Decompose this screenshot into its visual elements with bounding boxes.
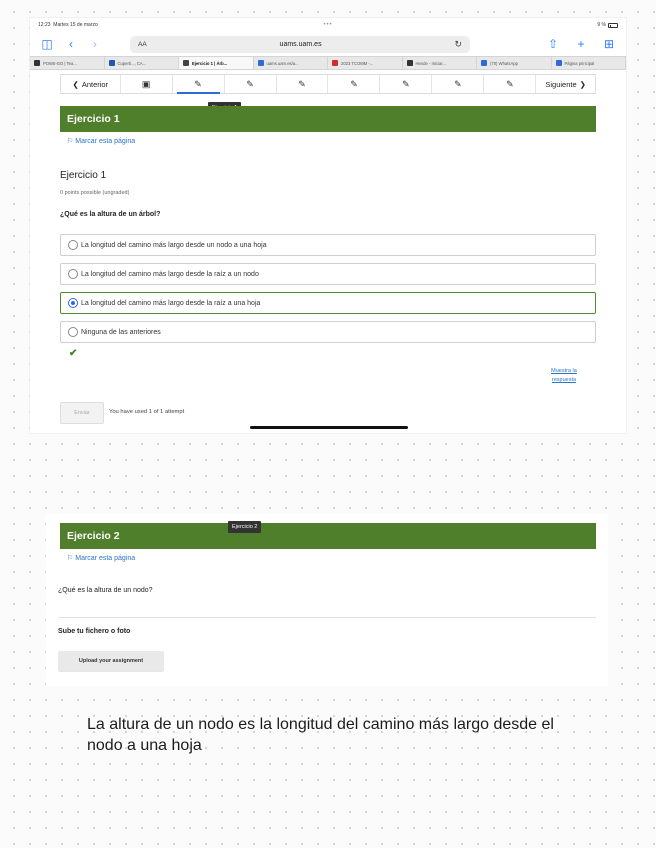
unit-tab-exercise-4[interactable] <box>328 75 380 93</box>
unit-tab-video[interactable] <box>121 75 173 93</box>
browser-tab-label: 2023 TCOMM -... <box>341 60 374 66</box>
chevron-right-icon: ❯ <box>579 79 586 89</box>
screenshot-exercise-2 <box>46 514 608 686</box>
bookmark-link[interactable] <box>67 554 135 562</box>
bookmark-label: Marcar esta página <box>75 138 136 145</box>
browser-tab-label: Ejercicio 1 | Árb... <box>192 60 228 66</box>
edit-icon: ✎ <box>298 78 306 89</box>
option-label: La longitud del camino más largo desde un nodo a una hoja <box>81 241 267 249</box>
answer-option[interactable] <box>60 234 596 256</box>
exercise-header: Ejercicio 1 <box>60 106 596 132</box>
answer-option[interactable] <box>60 263 596 285</box>
note-text: La altura de un nodo es la longitud del camino más largo desde el nodo a una hoja <box>87 716 554 754</box>
divider <box>58 617 596 618</box>
radio-button[interactable] <box>68 240 78 250</box>
chevron-left-icon: ❮ <box>72 79 79 89</box>
radio-button-checked[interactable] <box>68 298 78 308</box>
back-icon[interactable]: ‹ <box>69 37 73 51</box>
option-label: Ninguna de las anteriores <box>81 328 161 336</box>
answer-option[interactable] <box>60 321 596 343</box>
next-label: Siguiente <box>545 79 577 89</box>
answer-option-selected[interactable] <box>60 292 596 314</box>
option-label: La longitud del camino más largo desde la raíz a una hoja <box>81 299 261 307</box>
status-time: 12:23 <box>38 22 51 28</box>
bookmark-icon: ⚐ <box>67 555 74 562</box>
browser-tab-label: uams.uam.es/a... <box>266 60 299 66</box>
upload-label: Sube tu fichero o foto <box>58 628 131 635</box>
problem-title: Ejercicio 1 <box>60 170 107 181</box>
battery-icon <box>608 23 618 28</box>
url-text: uams.uam.es <box>279 40 322 48</box>
multitask-dots-icon[interactable]: ••• <box>323 22 333 28</box>
unit-tab-exercise-2[interactable] <box>225 75 277 93</box>
unit-tooltip: Ejercicio 2 <box>228 521 261 533</box>
tab-overview-icon[interactable]: ⊞ <box>603 37 615 51</box>
edit-icon: ✎ <box>246 78 254 89</box>
text-size-button[interactable]: AA <box>138 40 147 48</box>
sidebar-icon[interactable]: ◫ <box>41 37 53 51</box>
course-content <box>60 18 596 433</box>
browser-tab-label: (70) WhatsApp <box>490 60 518 66</box>
upload-assignment-button[interactable]: Upload your assignment <box>58 651 164 671</box>
edit-icon: ✎ <box>506 78 514 89</box>
unit-tab-exercise-5[interactable] <box>380 75 432 93</box>
edit-icon: ✎ <box>194 78 202 89</box>
bookmark-label: Marcar esta página <box>75 555 136 562</box>
edit-icon: ✎ <box>402 78 410 89</box>
forward-icon[interactable]: › <box>93 37 97 51</box>
correct-check-icon: ✔ <box>69 348 78 359</box>
favicon-icon <box>34 60 40 66</box>
unit-tab-exercise-3[interactable] <box>277 75 329 93</box>
unit-tab-exercise-1[interactable] <box>173 75 225 93</box>
question-text: ¿Qué es la altura de un árbol? <box>60 211 161 218</box>
video-unit-icon: ▣ <box>141 78 151 89</box>
show-answer-link[interactable]: Muestra la respuesta <box>551 368 577 383</box>
edit-icon: ✎ <box>454 78 462 89</box>
browser-tab-label: POW5-GO | Tea... <box>43 60 77 66</box>
reload-icon[interactable]: ↻ <box>454 38 462 49</box>
submit-button[interactable]: Enviar <box>60 402 104 424</box>
new-tab-icon[interactable]: + <box>577 37 585 51</box>
sequence-nav <box>60 74 596 94</box>
unit-tab-exercise-7[interactable] <box>484 75 536 93</box>
status-date: Martes 15 de marzo <box>53 22 98 28</box>
option-label: La longitud del camino más largo desde la raíz a un nodo <box>81 270 259 278</box>
exercise-header: Ejercicio 2 <box>60 523 596 549</box>
points-label: 0 points possible (ungraded) <box>60 190 130 196</box>
prev-label: Anterior <box>81 79 109 89</box>
edit-icon: ✎ <box>350 78 358 89</box>
unit-tab-exercise-6[interactable] <box>432 75 484 93</box>
home-indicator <box>250 426 408 429</box>
bookmark-icon: ⚐ <box>67 138 74 145</box>
screenshot-exercise-1 <box>30 18 626 433</box>
next-button[interactable] <box>536 75 595 93</box>
radio-button[interactable] <box>68 269 78 279</box>
radio-button[interactable] <box>68 327 78 337</box>
question-text: ¿Qué es la altura de un nodo? <box>58 587 153 594</box>
share-icon[interactable]: ⇧ <box>547 37 559 51</box>
browser-tab-label: Hende - Iniciar... <box>415 60 446 66</box>
attempts-text: You have used 1 of 1 attempt <box>109 409 185 415</box>
browser-tab-label: Cuperti..., CA... <box>117 60 147 66</box>
prev-button[interactable] <box>61 75 121 93</box>
battery-percent: 9 % <box>597 22 606 28</box>
bookmark-link[interactable] <box>67 137 135 145</box>
browser-tab-label: Página principal <box>564 60 595 66</box>
